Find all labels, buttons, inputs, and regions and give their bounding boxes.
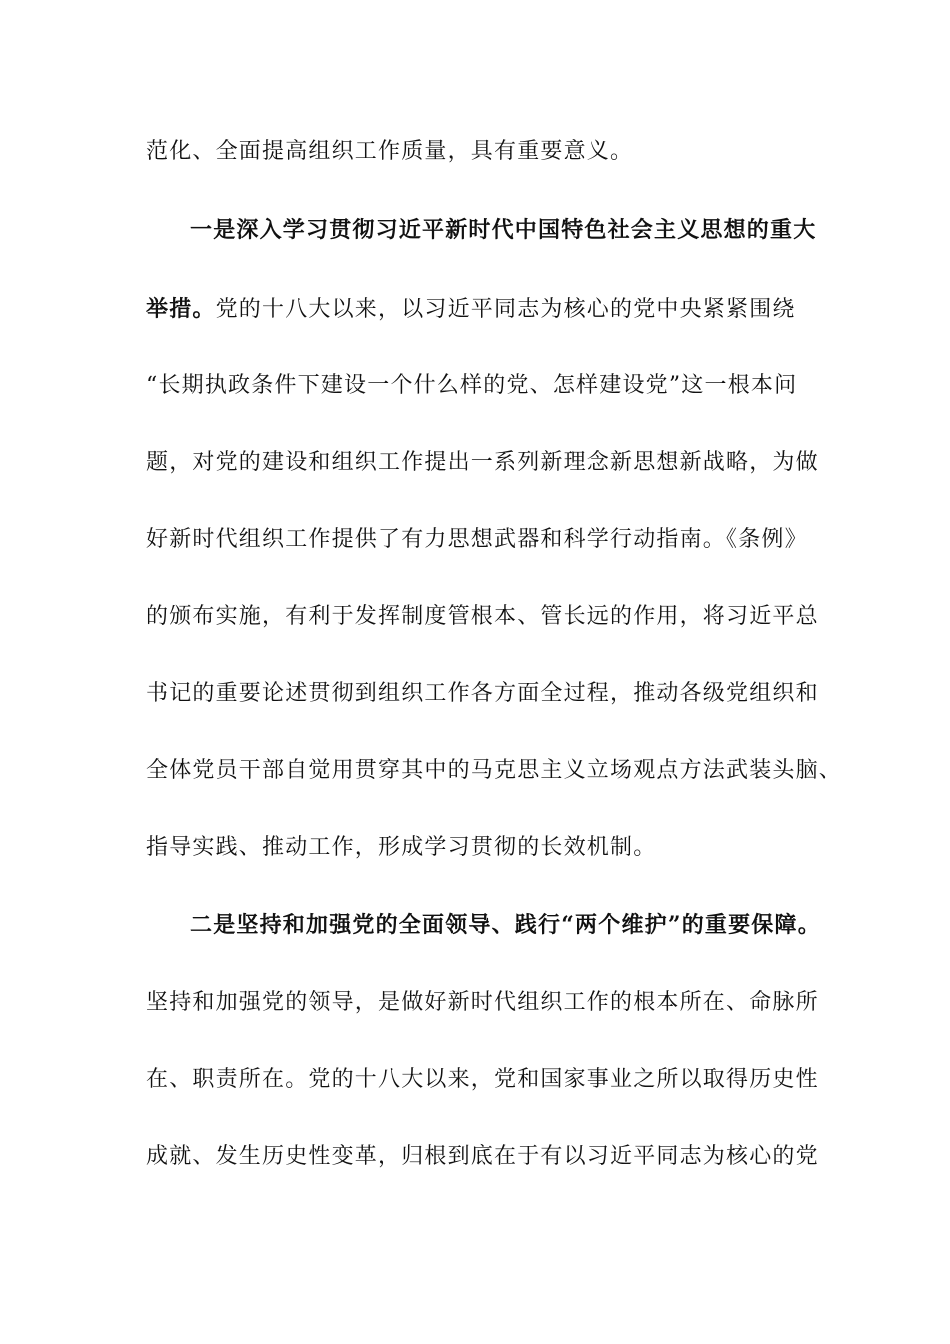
paragraph-line [146,289,826,329]
paragraph-line: “长期执政条件下建设一个什么样的党、怎样建设党”这一根本问 [146,373,798,398]
paragraph-line: 成就、发生历史性变革，归根到底在于有以习近平同志为核心的党 [146,1144,819,1169]
section-heading-one-continuation: 举措。 [146,296,216,322]
paragraph-line: 好新时代组织工作提供了有力思想武器和科学行动指南。《条例》 [146,527,808,552]
paragraph-line: 范化、全面提高组织工作质量，具有重要意义。 [146,139,634,164]
paragraph-text: 党的十八大以来，以习近平同志为核心的党中央紧紧围绕 [215,297,796,322]
section-heading-two: 二是坚持和加强党的全面领导、践行“两个维护”的重要保障。 [190,912,821,938]
paragraph-line: 指导实践、推动工作，形成学习贯彻的长效机制。 [146,835,657,860]
paragraph-line: 书记的重要论述贯彻到组织工作各方面全过程，推动各级党组织和 [146,681,819,706]
paragraph-line: 题，对党的建设和组织工作提出一系列新理念新思想新战略，为做 [146,450,819,475]
paragraph-line: 在、职责所在。党的十八大以来，党和国家事业之所以取得历史性 [146,1067,819,1092]
paragraph-line: 坚持和加强党的领导，是做好新时代组织工作的根本所在、命脉所 [146,990,819,1015]
paragraph-line: 的颁布实施，有利于发挥制度管根本、管长远的作用，将习近平总 [146,604,819,629]
paragraph-line: 全体党员干部自觉用贯穿其中的马克思主义立场观点方法武装头脑、 [146,758,843,783]
section-heading-one: 一是深入学习贯彻习近平新时代中国特色社会主义思想的重大 [190,217,817,243]
